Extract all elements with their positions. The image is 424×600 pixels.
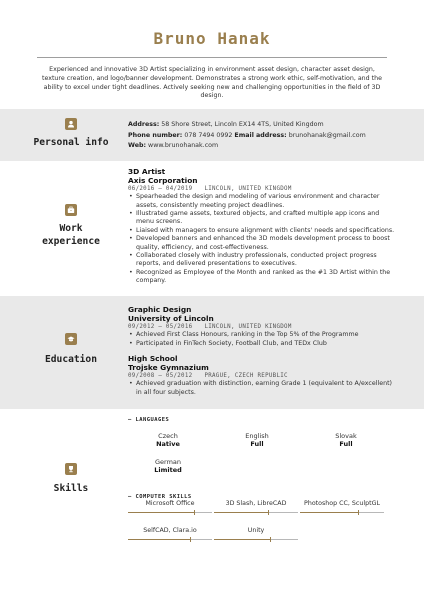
skill-bar — [128, 539, 212, 540]
work-experience-section — [0, 161, 424, 296]
education-heading-area — [0, 296, 142, 409]
summary-text: Experienced and innovative 3D Artist specializing in environment asset design, character asset design, texture creation, and logo/banner development. Demonstrates a strong work ethic, self-motivation, and the ability to excel under tight deadlines. Actively seeking new and challenging opportunities in the field of 3D design. — [41, 66, 383, 100]
personal-info-section — [0, 109, 424, 161]
language-level: Limited — [154, 466, 182, 475]
trophy-icon — [65, 463, 77, 475]
job-dates: 06/2016 – 04/2019 — [128, 186, 193, 193]
work-title-line2: experience — [42, 236, 100, 247]
skill-item — [214, 527, 298, 540]
skill-bar-fill — [128, 539, 191, 540]
skill-bar-fill — [128, 512, 195, 513]
graduation-cap-icon — [65, 333, 77, 345]
language-level: Native — [156, 440, 180, 449]
computer-skills-label: – COMPUTER SKILLS — [128, 494, 192, 500]
education-title: Education — [45, 354, 97, 365]
language-name: German — [154, 458, 182, 466]
language-item — [123, 432, 213, 449]
school-name: University of Lincoln — [128, 313, 214, 323]
skills-heading-area — [0, 409, 142, 600]
language-name: Czech — [158, 432, 178, 440]
education-bullets — [128, 380, 398, 397]
skill-bar-marker — [268, 510, 269, 515]
email-label: Email address: — [234, 131, 287, 139]
education-location: PRAGUE, CZECH REPUBLIC — [204, 373, 288, 380]
web-value[interactable]: www.brunohanak.com — [148, 142, 219, 149]
skill-bar-marker — [190, 537, 191, 542]
languages-label: – LANGUAGES — [128, 417, 170, 423]
language-name: Slovak — [335, 432, 357, 440]
skill-item — [128, 500, 212, 513]
address-label: Address: — [128, 121, 160, 128]
skill-bar — [300, 512, 384, 513]
work-title — [0, 222, 142, 248]
list-item: • Recognized as Employee of the Month and ranked as the #1 3D Artist within the company. — [128, 269, 398, 286]
skill-bar-fill — [214, 539, 271, 540]
skill-bar-fill — [214, 512, 269, 513]
degree-title: Graphic Design — [128, 305, 192, 314]
skills-title: Skills — [53, 483, 89, 494]
education-dates: 09/2012 – 05/2016 — [128, 324, 193, 331]
header-divider — [37, 57, 387, 58]
list-item: • Participated in FinTech Society, Football Club, and TEDx Club — [128, 340, 398, 348]
skill-bar-fill — [300, 512, 359, 513]
list-item: • Achieved graduation with distinction, earning Grade 1 (equivalent to A/excellent) in all four subjects. — [128, 380, 398, 397]
education-entry — [128, 306, 398, 348]
education-meta — [128, 323, 398, 331]
contact-details — [128, 120, 398, 152]
phone-email-line — [128, 131, 398, 142]
language-item — [123, 458, 213, 475]
skill-name: Photoshop CC, SculptGL — [304, 500, 380, 507]
skill-bar-marker — [358, 510, 359, 515]
address-line — [128, 120, 398, 131]
briefcase-icon — [65, 204, 77, 216]
list-item: • Achieved First Class Honours, ranking in the Top 5% of the Programme — [128, 331, 398, 339]
language-level: Full — [250, 440, 264, 449]
list-item: • Liaised with managers to ensure alignment with clients' needs and specifications. — [128, 227, 398, 235]
language-name: English — [245, 432, 269, 440]
skill-bar — [214, 539, 298, 540]
skill-name: Microsoft Office — [145, 500, 195, 507]
job-meta — [128, 185, 398, 193]
job-title: 3D Artist — [128, 167, 166, 176]
school-name: Trojske Gymnazium — [128, 362, 209, 372]
work-heading-area — [0, 161, 142, 296]
job-company: Axis Corporation — [128, 175, 198, 185]
web-line — [128, 141, 398, 152]
skill-name: SelfCAD, Clara.io — [143, 527, 197, 534]
skill-item — [128, 527, 212, 540]
skill-item — [214, 500, 298, 513]
list-item: • Spearheaded the design and modeling of various environment and character assets, consistently meeting project deadlines. — [128, 193, 398, 210]
education-bullets — [128, 331, 398, 348]
web-label: Web: — [128, 142, 147, 149]
skill-bar-marker — [194, 510, 195, 515]
language-item — [212, 432, 302, 449]
skill-bar-marker — [270, 537, 271, 542]
list-item: • Collaborated closely with industry professionals, conducted project progress reports, and delivered presentations to executives. — [128, 252, 398, 269]
personal-info-title: Personal info — [33, 137, 109, 148]
language-item — [301, 432, 391, 449]
list-item: • Illustrated game assets, textured objects, and crafted multiple app icons and menu screens. — [128, 210, 398, 227]
phone-value: 078 7494 0992 — [184, 131, 233, 139]
phone-label: Phone number: — [128, 131, 183, 139]
education-dates: 09/2008 – 05/2012 — [128, 373, 193, 380]
education-meta — [128, 372, 398, 380]
skills-content — [128, 417, 398, 597]
job-location: LINCOLN, UNITED KINGDOM — [204, 186, 292, 193]
email-value[interactable]: brunohanak@gmail.com — [288, 131, 366, 139]
education-location: LINCOLN, UNITED KINGDOM — [204, 324, 292, 331]
job-bullets — [128, 193, 398, 285]
personal-info-heading-area — [0, 109, 142, 161]
skill-name: 3D Slash, LibreCAD — [225, 500, 287, 507]
education-section — [0, 296, 424, 409]
user-icon — [65, 118, 77, 130]
list-item: • Developed banners and enhanced the 3D models development process to boost quality, efficiency, and cost-effectiveness. — [128, 235, 398, 252]
skill-item — [300, 500, 384, 513]
education-entries — [128, 306, 398, 397]
address-value: 58 Shore Street, Lincoln EX14 4TS, United Kingdom — [161, 121, 324, 128]
skills-section — [0, 409, 424, 600]
language-level: Full — [339, 440, 353, 449]
degree-title: High School — [128, 354, 178, 363]
skill-bar — [128, 512, 212, 513]
work-title-line1: Work — [59, 223, 83, 234]
candidate-name: Bruno Hanak — [153, 29, 271, 48]
skill-bar — [214, 512, 298, 513]
skill-name: Unity — [247, 527, 265, 534]
job-entry — [128, 168, 398, 286]
education-entry — [128, 355, 398, 397]
